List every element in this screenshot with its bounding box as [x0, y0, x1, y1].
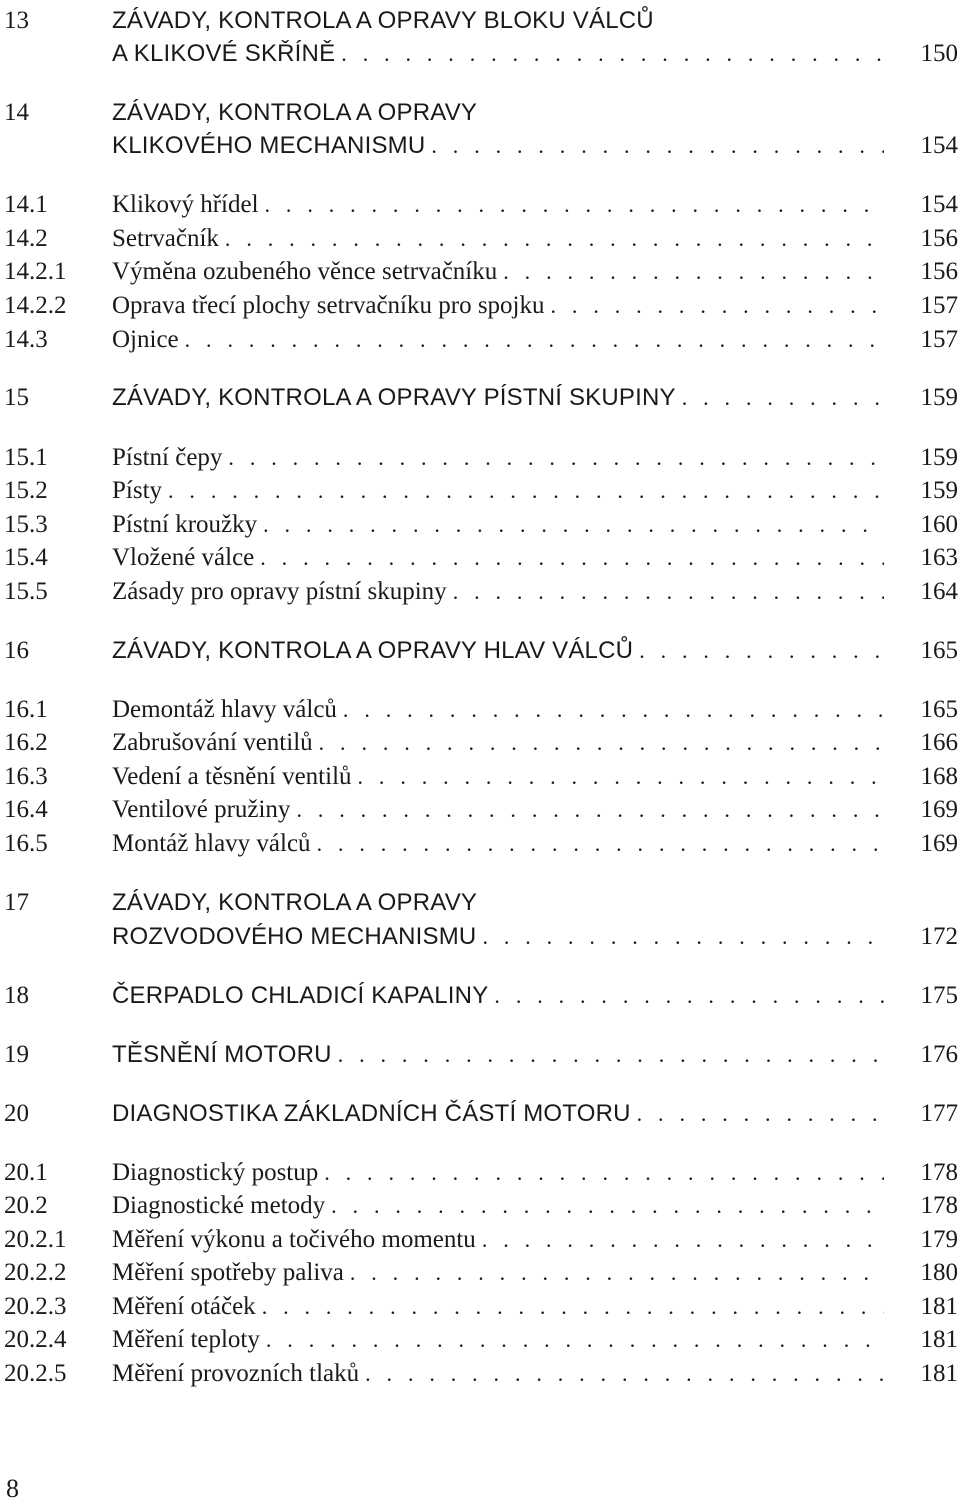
toc-entry-14-2[interactable]	[0, 222, 960, 256]
toc-entry-16-2[interactable]	[0, 726, 960, 760]
toc-entry-15-5[interactable]	[0, 575, 960, 609]
dot-leader	[637, 1097, 884, 1131]
toc-number: 20.1	[4, 1159, 48, 1186]
toc-title: TĚSNĚNÍ MOTORU	[112, 1041, 332, 1068]
dot-leader	[228, 441, 884, 475]
toc-page-number: 156	[920, 258, 958, 285]
toc-title-line1: ZÁVADY, KONTROLA A OPRAVY	[112, 889, 478, 916]
toc-title: ROZVODOVÉHO MECHANISMU	[112, 923, 477, 950]
toc-title: Ventilové pružiny	[112, 796, 291, 823]
toc-page-number: 159	[920, 384, 958, 411]
toc-number: 16.5	[4, 830, 48, 857]
dot-leader	[319, 726, 884, 760]
toc-title: Montáž hlavy válců	[112, 830, 311, 857]
toc-number: 20.2.1	[4, 1226, 67, 1253]
toc-page-number: 178	[920, 1159, 958, 1186]
toc-title: Zabrušování ventilů	[112, 729, 313, 756]
toc-page-number: 159	[920, 477, 958, 504]
dot-leader	[168, 474, 884, 508]
toc-title: Pístní kroužky	[112, 511, 258, 538]
dot-leader	[482, 1223, 884, 1257]
toc-number: 16	[4, 637, 29, 664]
toc-title: Měření spotřeby paliva	[112, 1259, 344, 1286]
dot-leader	[350, 1256, 884, 1290]
toc-title: Zásady pro opravy pístní skupiny	[112, 578, 447, 605]
toc-number: 20	[4, 1100, 29, 1127]
toc-number: 20.2.2	[4, 1259, 67, 1286]
toc-number: 16.3	[4, 763, 48, 790]
toc-number: 15	[4, 384, 29, 411]
dot-leader	[324, 1156, 884, 1190]
toc-page-number: 154	[920, 132, 958, 159]
dot-leader	[331, 1189, 884, 1223]
toc-entry-15-4[interactable]	[0, 541, 960, 575]
toc-number: 16.4	[4, 796, 48, 823]
toc-page-number: 157	[920, 326, 958, 353]
toc-title: Oprava třecí plochy setrvačníku pro spojku	[112, 292, 545, 319]
toc-entry-14-2-2[interactable]	[0, 289, 960, 323]
toc-title: Výměna ozubeného věnce setrvačníku	[112, 258, 498, 285]
toc-title: DIAGNOSTIKA ZÁKLADNÍCH ČÁSTÍ MOTORU	[112, 1100, 631, 1127]
toc-title: A KLIKOVÉ SKŘÍNĚ	[112, 40, 336, 67]
toc-title: KLIKOVÉHO MECHANISMU	[112, 132, 426, 159]
toc-entry-16[interactable]	[0, 634, 960, 668]
dot-leader	[365, 1357, 884, 1391]
toc-entry-15-2[interactable]	[0, 474, 960, 508]
toc-page-number: 159	[920, 444, 958, 471]
toc-page-number: 165	[920, 637, 958, 664]
toc-page-number: 166	[920, 729, 958, 756]
toc-entry-14-line1	[0, 96, 960, 130]
toc-title-line1: ZÁVADY, KONTROLA A OPRAVY	[112, 99, 478, 126]
toc-entry-14-3[interactable]	[0, 323, 960, 357]
toc-number: 15.3	[4, 511, 48, 538]
toc-title: Pístní čepy	[112, 444, 223, 471]
toc-page-number: 154	[920, 191, 958, 218]
toc-entry-20[interactable]	[0, 1097, 960, 1131]
toc-entry-15-3[interactable]	[0, 508, 960, 542]
toc-title: Klikový hřídel	[112, 191, 259, 218]
dot-leader	[431, 129, 884, 163]
toc-title: Setrvačník	[112, 225, 219, 252]
toc-page-number: 164	[920, 578, 958, 605]
toc-entry-16-4[interactable]	[0, 793, 960, 827]
toc-page-number: 177	[920, 1100, 958, 1127]
toc-page-number: 175	[920, 982, 958, 1009]
toc-title: Měření provozních tlaků	[112, 1360, 360, 1387]
toc-page-number: 150	[920, 40, 958, 67]
toc-entry-16-5[interactable]	[0, 827, 960, 861]
dot-leader	[265, 188, 884, 222]
toc-title: Diagnostické metody	[112, 1192, 326, 1219]
page-number: 8	[6, 1474, 19, 1503]
toc-number: 20.2.3	[4, 1293, 67, 1320]
dot-leader	[263, 508, 884, 542]
dot-leader	[453, 575, 884, 609]
toc-entry-17[interactable]	[0, 920, 960, 954]
dot-leader	[296, 793, 884, 827]
toc-title: Demontáž hlavy válců	[112, 696, 337, 723]
toc-entry-20-2-1[interactable]	[0, 1223, 960, 1257]
toc-page-number: 168	[920, 763, 958, 790]
toc-entry-13[interactable]	[0, 37, 960, 71]
toc-page-number: 172	[920, 923, 958, 950]
toc-page-number: 165	[920, 696, 958, 723]
dot-leader	[682, 381, 884, 415]
dot-leader	[266, 1323, 884, 1357]
dot-leader	[494, 979, 884, 1013]
toc-number: 16.1	[4, 696, 48, 723]
toc-number: 18	[4, 982, 29, 1009]
toc-number: 14.2	[4, 225, 48, 252]
toc-number: 14.2.1	[4, 258, 67, 285]
dot-leader	[343, 693, 884, 727]
toc-entry-15-1[interactable]	[0, 441, 960, 475]
toc-number: 13	[4, 7, 29, 34]
toc-entry-20-1[interactable]	[0, 1156, 960, 1190]
dot-leader	[225, 222, 884, 256]
toc-page-number: 176	[920, 1041, 958, 1068]
dot-leader	[639, 634, 884, 668]
toc-title: Diagnostický postup	[112, 1159, 319, 1186]
toc-entry-14-2-1[interactable]	[0, 255, 960, 289]
dot-leader	[482, 920, 884, 954]
toc-page-number: 180	[920, 1259, 958, 1286]
toc-title: ZÁVADY, KONTROLA A OPRAVY PÍSTNÍ SKUPINY	[112, 384, 676, 411]
toc-page-number: 179	[920, 1226, 958, 1253]
toc-page-number: 181	[920, 1293, 958, 1320]
toc-entry-14-1[interactable]	[0, 188, 960, 222]
toc-number: 15.5	[4, 578, 48, 605]
toc-title: Měření výkonu a točivého momentu	[112, 1226, 476, 1253]
toc-entry-15[interactable]	[0, 381, 960, 415]
toc-entry-19[interactable]	[0, 1038, 960, 1072]
toc-page-number: 169	[920, 830, 958, 857]
toc-title: Měření otáček	[112, 1293, 256, 1320]
toc-title: Měření teploty	[112, 1326, 260, 1353]
toc-entry-17-line1	[0, 886, 960, 920]
dot-leader	[338, 1038, 884, 1072]
toc-title: Vedení a těsnění ventilů	[112, 763, 352, 790]
dot-leader	[262, 1290, 884, 1324]
dot-leader	[551, 289, 884, 323]
toc-entry-18[interactable]	[0, 979, 960, 1013]
toc-number: 15.2	[4, 477, 48, 504]
toc-page-number: 163	[920, 544, 958, 571]
toc-entry-20-2-5[interactable]	[0, 1357, 960, 1391]
toc-page-number: 181	[920, 1326, 958, 1353]
toc-entry-20-2-3[interactable]	[0, 1290, 960, 1324]
toc-title: Ojnice	[112, 326, 179, 353]
toc-page-number: 157	[920, 292, 958, 319]
dot-leader	[503, 255, 884, 289]
toc-title: Písty	[112, 477, 163, 504]
toc-title: ČERPADLO CHLADICÍ KAPALINY	[112, 982, 489, 1009]
toc-entry-13-line1	[0, 4, 960, 38]
toc-number: 14.3	[4, 326, 48, 353]
toc-title-line1: ZÁVADY, KONTROLA A OPRAVY BLOKU VÁLCŮ	[112, 7, 654, 34]
toc-page-number: 160	[920, 511, 958, 538]
toc-page-number: 169	[920, 796, 958, 823]
toc-page-number: 178	[920, 1192, 958, 1219]
toc-entry-16-3[interactable]	[0, 760, 960, 794]
dot-leader	[358, 760, 884, 794]
toc-title: Vložené válce	[112, 544, 255, 571]
dot-leader	[341, 37, 884, 71]
toc-page-number: 181	[920, 1360, 958, 1387]
toc-entry-14[interactable]	[0, 129, 960, 163]
dot-leader	[185, 323, 884, 357]
dot-leader	[260, 541, 884, 575]
toc-page-number: 156	[920, 225, 958, 252]
toc-entry-20-2[interactable]	[0, 1189, 960, 1223]
toc-entry-20-2-2[interactable]	[0, 1256, 960, 1290]
toc-number: 14.1	[4, 191, 48, 218]
toc-number: 15.4	[4, 544, 48, 571]
toc-number: 16.2	[4, 729, 48, 756]
toc-number: 20.2.5	[4, 1360, 67, 1387]
toc-number: 15.1	[4, 444, 48, 471]
dot-leader	[317, 827, 884, 861]
toc-number: 17	[4, 889, 29, 916]
toc-number: 20.2.4	[4, 1326, 67, 1353]
toc-entry-20-2-4[interactable]	[0, 1323, 960, 1357]
toc-entry-16-1[interactable]	[0, 693, 960, 727]
toc-number: 14.2.2	[4, 292, 67, 319]
toc-number: 14	[4, 99, 29, 126]
toc-number: 20.2	[4, 1192, 48, 1219]
toc-title: ZÁVADY, KONTROLA A OPRAVY HLAV VÁLCŮ	[112, 637, 634, 664]
toc-number: 19	[4, 1041, 29, 1068]
